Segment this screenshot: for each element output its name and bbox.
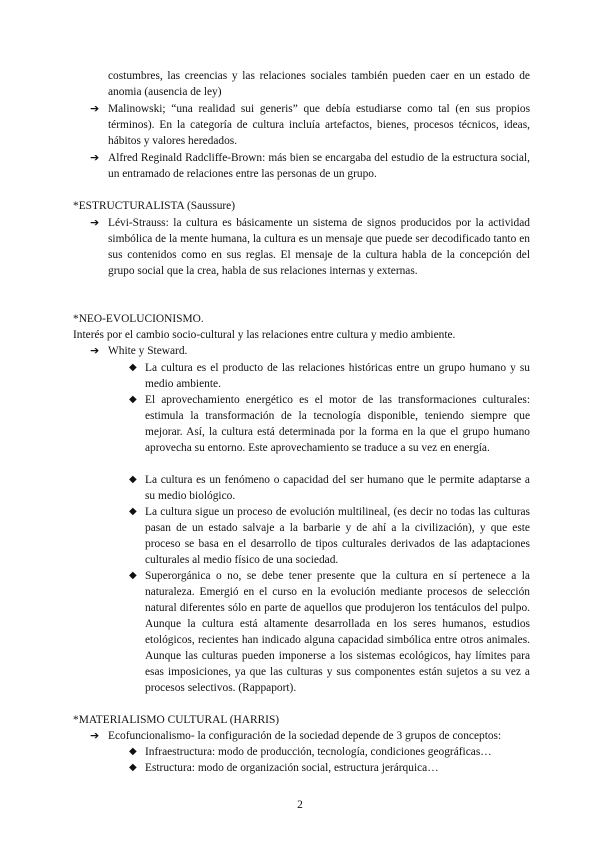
diamond-bullet-icon: ◆ xyxy=(129,394,137,405)
arrow-right-icon: ➔ xyxy=(90,102,100,115)
neo-evolutionism-intro: Interés por el cambio socio-cultural y las relaciones entre cultura y medio ambiente. xyxy=(73,329,456,341)
structuralism-heading: *ESTRUCTURALISTA (Saussure) xyxy=(73,200,236,212)
arrow-right-icon: ➔ xyxy=(90,729,100,742)
page-number: 2 xyxy=(297,799,303,811)
neo-bullet-2: El aprovechamiento energético es el motor de las transformaciones culturales: estimula la transformación de la tecnología disponible, teniendo siempre que mejorar. Así, la cultura está determinada por la forma en la que el grupo humano aprovecha su entorno. Este aprovechamiento se traduce a su vez en energía. xyxy=(145,394,530,454)
radcliffe-brown-item: Alfred Reginald Radcliffe-Brown: más bien se encargaba del estudio de la estructura social, un entramado de relaciones entre las personas de un grupo. xyxy=(108,152,530,180)
neo-bullet-4: La cultura sigue un proceso de evolución multilineal, (es decir no todas las culturas pasan de un estado salvaje a la barbarie y de ahí a la civilización), y que este proceso se basa en el desarrollo de tipos culturales derivados de las adaptaciones culturales al medio físico de una sociedad. xyxy=(145,506,530,566)
neo-bullet-3: La cultura es un fenómeno o capacidad del ser humano que le permite adaptarse a su medio biológico. xyxy=(145,474,530,502)
diamond-bullet-icon: ◆ xyxy=(129,474,137,485)
intro-continuation: costumbres, las creencias y las relaciones sociales también pueden caer en un estado de anomia (ausencia de ley) xyxy=(108,70,530,98)
levi-strauss-item: Lévi-Strauss: la cultura es básicamente un sistema de signos producidos por la actividad simbólica de la mente humana, la cultura es un mensaje que puede ser decodificado tanto en sus contenidos como en sus reglas. El mensaje de la cultura habla de la concepción del grupo social que la crea, habla de sus relaciones internas y externas. xyxy=(108,217,530,277)
materialism-bullet-2: Estructura: modo de organización social, estructura jerárquica… xyxy=(145,762,439,774)
arrow-right-icon: ➔ xyxy=(90,151,100,164)
neo-bullet-5: Superorgánica o no, se debe tener presente que la cultura en sí pertenece a la naturaleza. Emergió en el curso en la evolución mediante procesos de selección natural diferentes sólo en parte de aquellos que produjeron los tentáculos del pulpo. Aunque la cultura está altamente desarrollada en los seres humanos, estudios etológicos, recientes han indicado alguna capacidad simbólica entre otros animales. Aunque las culturas pueden imponerse a los sistemas ecológicos, hay límites para esas imposiciones, ya que las culturas y sus componentes están sujetos a su vez a procesos selectivos. (Rappaport). xyxy=(145,570,530,694)
diamond-bullet-icon: ◆ xyxy=(129,506,137,517)
materialism-heading: *MATERIALISMO CULTURAL (HARRIS) xyxy=(73,714,280,726)
materialism-bullet-1: Infraestructura: modo de producción, tecnología, condiciones geográficas… xyxy=(145,746,492,758)
ecofunctionalism-item: Ecofuncionalismo- la configuración de la sociedad depende de 3 grupos de conceptos: xyxy=(108,730,502,742)
arrow-right-icon: ➔ xyxy=(90,216,100,229)
diamond-bullet-icon: ◆ xyxy=(129,570,137,581)
neo-evolutionism-heading: *NEO-EVOLUCIONISMO. xyxy=(73,313,204,325)
diamond-bullet-icon: ◆ xyxy=(129,746,137,757)
neo-bullet-1: La cultura es el producto de las relaciones históricas entre un grupo humano y su medio ambiente. xyxy=(145,362,530,390)
diamond-bullet-icon: ◆ xyxy=(129,362,137,373)
arrow-right-icon: ➔ xyxy=(90,344,100,357)
diamond-bullet-icon: ◆ xyxy=(129,762,137,773)
malinowski-item: Malinowski; “una realidad sui generis” que debía estudiarse como tal (en sus propios términos). En la categoría de cultura incluía artefactos, bienes, procesos técnicos, ideas, hábitos y valores heredados. xyxy=(108,103,530,147)
white-steward-item: White y Steward. xyxy=(108,345,188,357)
